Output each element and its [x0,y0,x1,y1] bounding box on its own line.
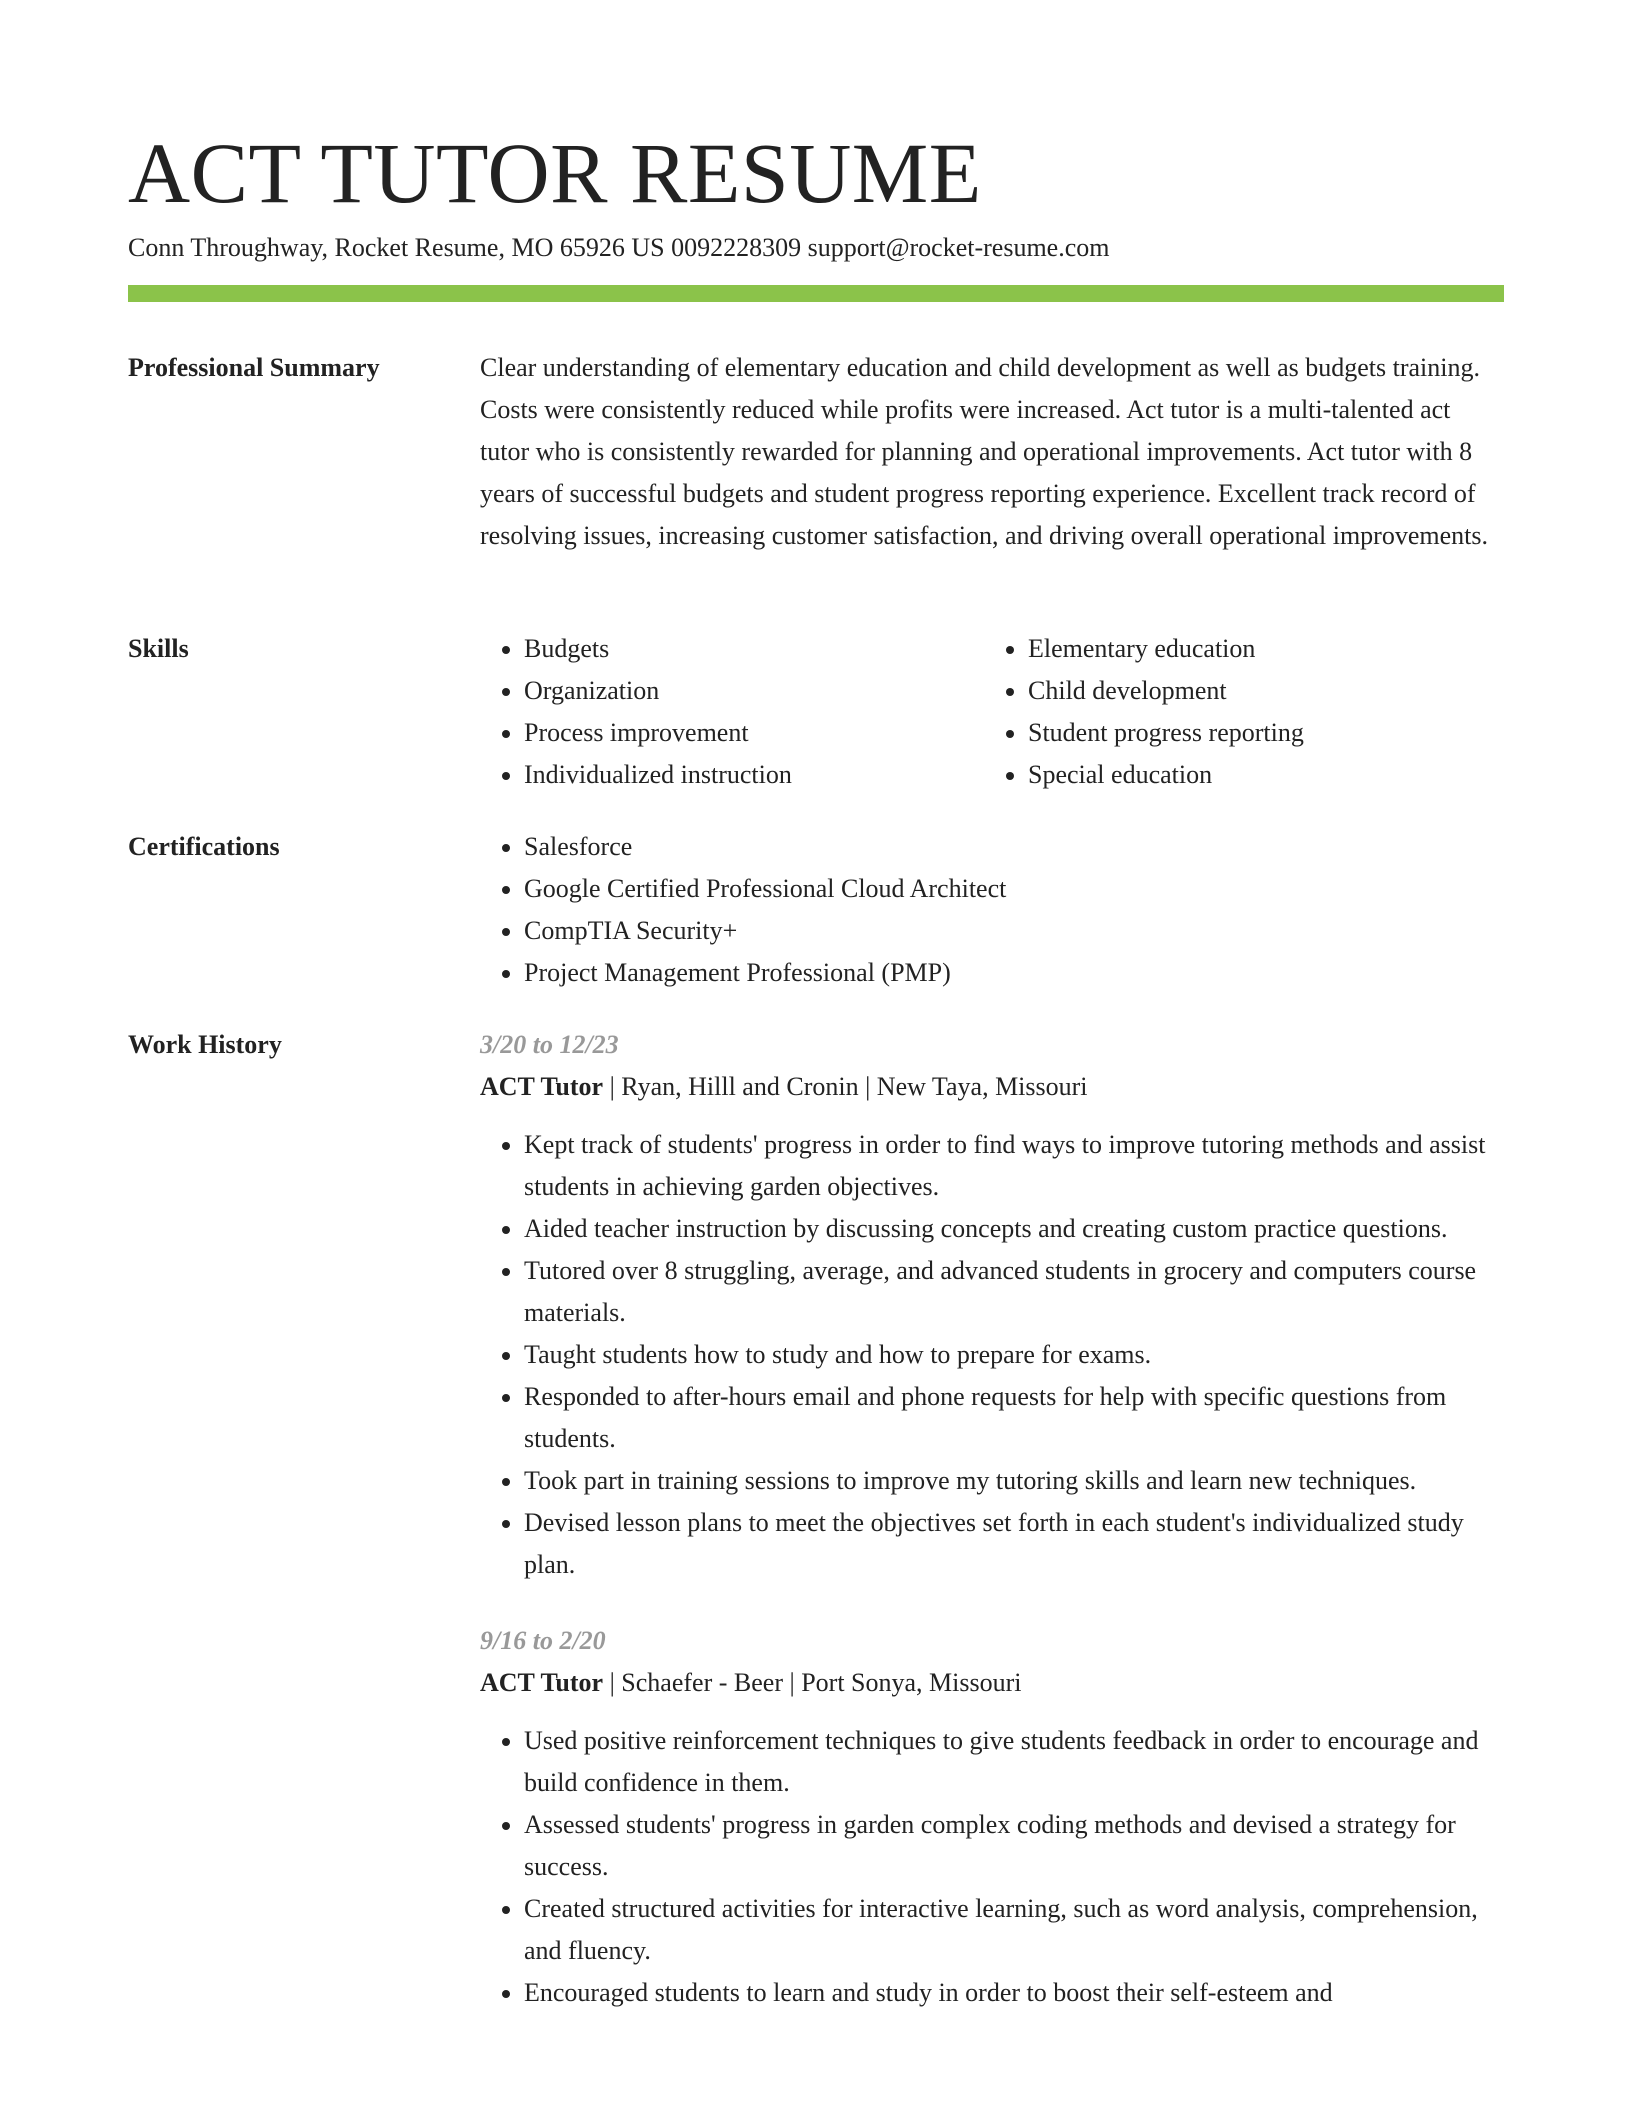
job-entry [480,1620,1504,2014]
job-entry [480,1024,1504,1586]
list-item: • Elementary education [1028,628,1488,670]
list-item: • Kept track of students' progress in order to find ways to improve tutoring methods and assist students in achieving garden objectives. [524,1124,1504,1208]
job-dates: 9/16 to 2/20 [480,1626,606,1655]
list-item: • Special education [1028,754,1488,796]
list-item: • Process improvement [524,712,984,754]
certifications-label: Certifications [128,832,280,861]
job-separator: | [858,1072,877,1101]
list-item: • Tutored over 8 struggling, average, and advanced students in grocery and computers course materials. [524,1250,1504,1334]
certifications-body [480,826,1504,994]
job-separator: | [782,1668,802,1697]
job-title: ACT Tutor [480,1668,604,1697]
job-heading [480,1066,1504,1108]
job-separator: | [603,1668,622,1697]
skills-label: Skills [128,634,189,663]
work-label: Work History [128,1030,282,1059]
list-item: • Individualized instruction [524,754,984,796]
list-item: • Student progress reporting [1028,712,1488,754]
skills-body [480,628,1504,796]
skills-left-list [480,628,984,796]
list-item: • Salesforce [524,826,1504,868]
job-dates: 3/20 to 12/23 [480,1030,619,1059]
list-item: • Responded to after-hours email and phone requests for help with specific questions from students. [524,1376,1504,1460]
header-divider [128,285,1504,302]
job-bullets [480,1720,1504,2014]
list-item: • Took part in training sessions to improve my tutoring skills and learn new techniques. [524,1460,1504,1502]
job-location: Port Sonya, Missouri [801,1668,1022,1697]
job-bullets [480,1124,1504,1586]
job-separator: | [603,1072,622,1101]
skills-right-list [984,628,1488,796]
job-location: New Taya, Missouri [876,1072,1088,1101]
contact-line: Conn Throughway, Rocket Resume, MO 65926 US 0092228309 support@rocket-resume.com [128,233,1110,262]
job-heading [480,1662,1504,1704]
list-item: • Project Management Professional (PMP) [524,952,1504,994]
skills-columns [480,628,1504,796]
list-item: • Aided teacher instruction by discussing concepts and creating custom practice questions. [524,1208,1504,1250]
job-company: Schaefer - Beer [621,1668,783,1697]
list-item: • Encouraged students to learn and study in order to boost their self-esteem and [524,1972,1504,2014]
summary-label: Professional Summary [128,353,380,382]
list-item: • Used positive reinforcement techniques to give students feedback in order to encourage and build confidence in them. [524,1720,1504,1804]
summary-body [480,347,1504,557]
list-item: • Assessed students' progress in garden complex coding methods and devised a strategy for success. [524,1804,1504,1888]
list-item: • Devised lesson plans to meet the objectives set forth in each student's individualized study plan. [524,1502,1504,1586]
job-title: ACT Tutor [480,1072,604,1101]
list-item: • Organization [524,670,984,712]
resume-title: ACT TUTOR RESUME [128,125,982,221]
list-item: • CompTIA Security+ [524,910,1504,952]
job-company: Ryan, Hilll and Cronin [621,1072,859,1101]
list-item: • Google Certified Professional Cloud Architect [524,868,1504,910]
list-item: • Child development [1028,670,1488,712]
summary-text: Clear understanding of elementary education and child development as well as budgets training. Costs were consistently reduced while profits were increased. Act tutor is a multi-talented act tutor who is consistently rewarded for planning and operational improvements. Act tutor with 8 years of successful budgets and student progress reporting experience. Excellent track record of resolving issues, increasing customer satisfaction, and driving overall operational improvements. [480,353,1488,550]
list-item: • Taught students how to study and how to prepare for exams. [524,1334,1504,1376]
list-item: • Budgets [524,628,984,670]
certifications-list [480,826,1504,994]
work-body [480,1024,1504,2014]
list-item: • Created structured activities for interactive learning, such as word analysis, comprehension, and fluency. [524,1888,1504,1972]
